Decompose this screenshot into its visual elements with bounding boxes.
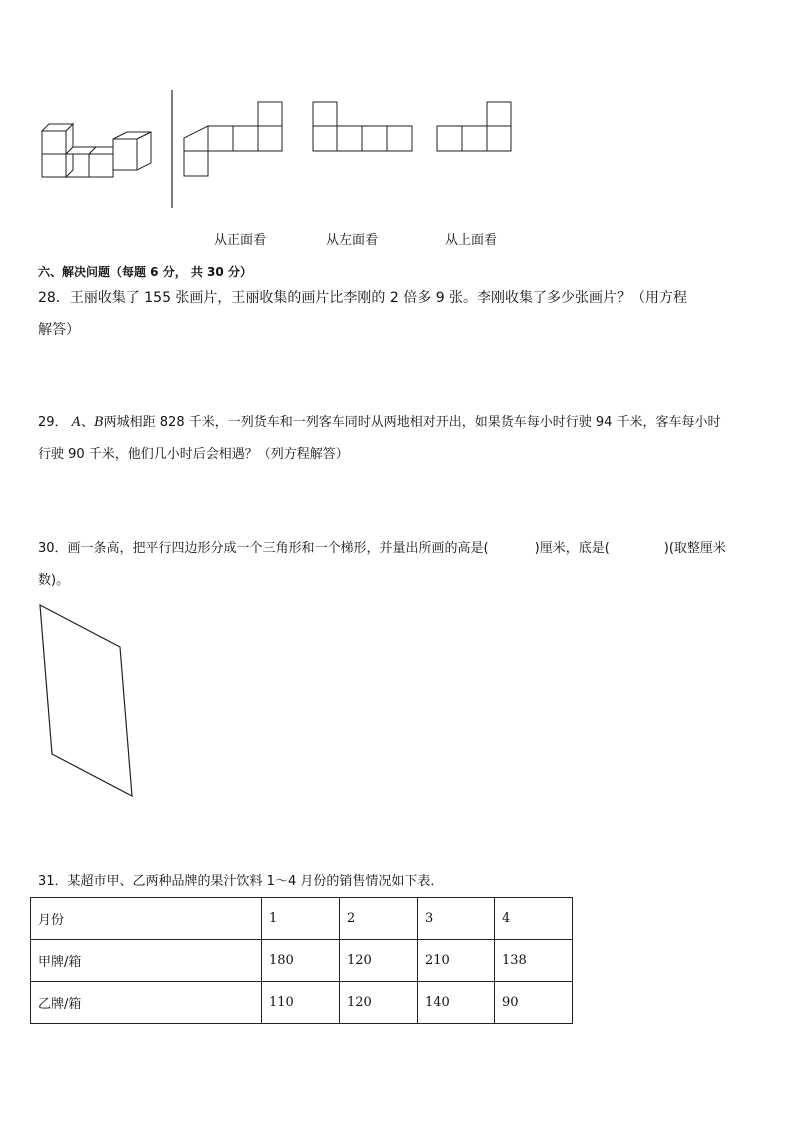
question-30-part2: )厘米，底是( <box>534 541 610 556</box>
section-title: 六、解决问题（每题 6 分， 共 30 分） <box>38 265 252 279</box>
question-30-line1 <box>38 533 726 565</box>
cube-solid-drawing <box>42 124 151 177</box>
question-29-line2: 行驶 90 千米，他们几小时后会相遇？（列方程解答） <box>38 447 349 462</box>
table-cell: 3 <box>418 898 495 940</box>
parallelogram-figure <box>0 590 200 810</box>
table-cell: 90 <box>495 982 573 1024</box>
question-29-city-a: A <box>71 415 82 430</box>
table-cell: 120 <box>340 982 418 1024</box>
table-cell: 180 <box>262 940 340 982</box>
parallelogram-shape <box>40 605 132 796</box>
table-header-row <box>31 898 573 940</box>
top-view-drawing <box>437 102 511 151</box>
table-cell: 210 <box>418 940 495 982</box>
table-cell: 110 <box>262 982 340 1024</box>
question-29-text: 两城相距 828 千米，一列货车和一列客车同时从两地相对开出，如果货车每小时行驶 94 千米，客车每小时 <box>103 415 721 430</box>
question-29-city-b: B <box>94 415 104 430</box>
question-30-part3: )(取整厘米 <box>663 541 726 556</box>
table-cell: 甲牌/箱 <box>31 940 262 982</box>
table-cell: 4 <box>495 898 573 940</box>
table-cell: 月份 <box>31 898 262 940</box>
left-view-drawing <box>313 102 412 151</box>
table-row <box>31 982 573 1024</box>
table-cell: 2 <box>340 898 418 940</box>
cube-views-figure <box>0 0 794 220</box>
sales-table <box>30 897 573 1024</box>
top-view-label: 从上面看 <box>445 233 498 248</box>
question-29-number: 29． <box>38 415 72 430</box>
front-view-label: 从正面看 <box>214 233 267 248</box>
question-29-line1 <box>38 407 721 439</box>
table-row <box>31 940 573 982</box>
table-cell: 1 <box>262 898 340 940</box>
table-cell: 138 <box>495 940 573 982</box>
question-30-line2: 数)。 <box>38 573 70 588</box>
table-cell: 乙牌/箱 <box>31 982 262 1024</box>
question-30-part1: 30．画一条高，把平行四边形分成一个三角形和一个梯形，并量出所画的高是( <box>38 541 489 556</box>
front-view-drawing <box>184 102 282 176</box>
left-view-label: 从左面看 <box>326 233 379 248</box>
question-28-line1: 28．王丽收集了 155 张画片，王丽收集的画片比李刚的 2 倍多 9 张。李刚收集了多少张画片？（用方程 <box>38 290 688 306</box>
table-cell: 140 <box>418 982 495 1024</box>
question-31-intro: 31．某超市甲、乙两种品牌的果汁饮料 1～4 月份的销售情况如下表． <box>38 874 444 889</box>
question-28-line2: 解答） <box>38 322 80 338</box>
question-29-separator: 、 <box>81 415 95 430</box>
table-cell: 120 <box>340 940 418 982</box>
